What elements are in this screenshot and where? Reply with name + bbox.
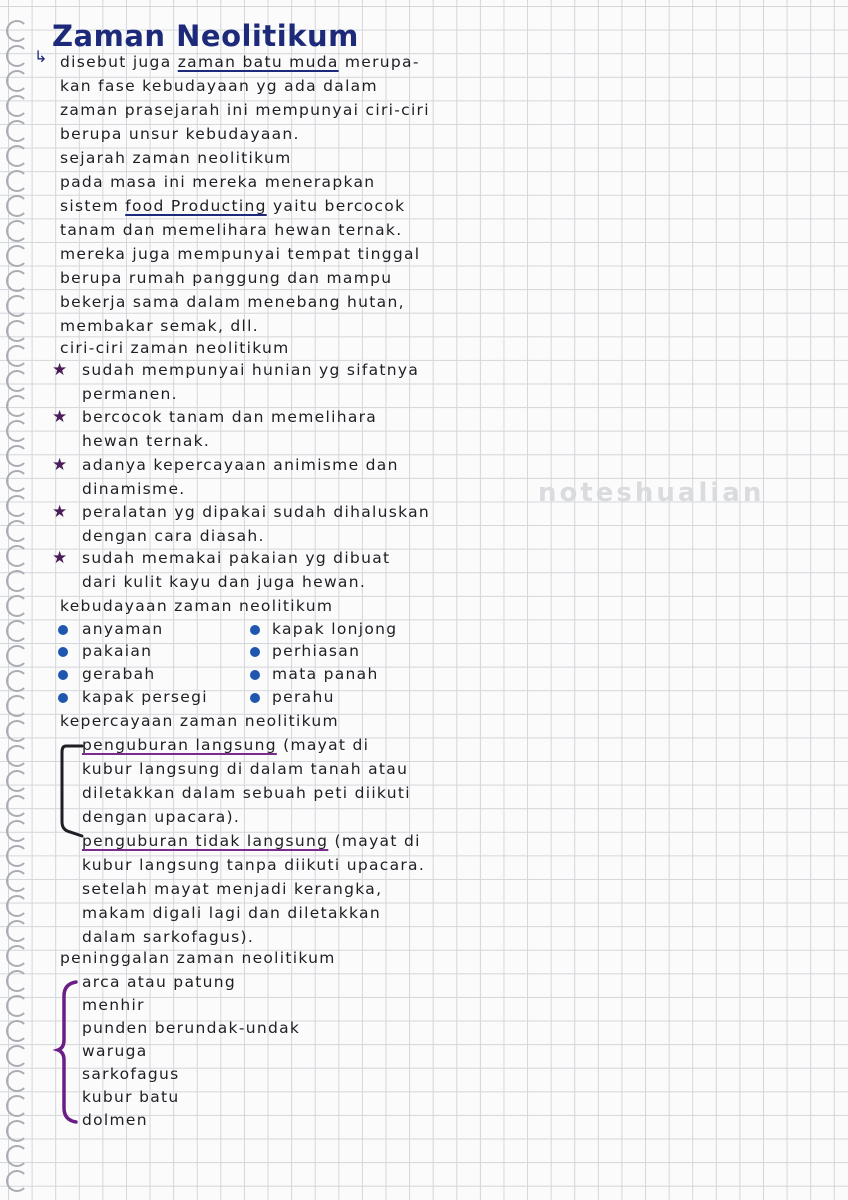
- belief-1-line-4: dengan upacara).: [82, 808, 241, 826]
- history-line-2: sistem food Producting yaitu bercocok: [60, 197, 406, 215]
- belief-bracket: [62, 746, 82, 836]
- page-title: Zaman Neolitikum: [52, 19, 359, 53]
- culture-item: gerabah: [82, 665, 156, 683]
- trait-3-line-1: adanya kepercayaan animisme dan: [82, 456, 399, 474]
- belief-heading: kepercayaan zaman neolitikum: [60, 712, 339, 730]
- culture-item: kapak persegi: [82, 688, 208, 706]
- relic-item: sarkofagus: [82, 1065, 180, 1083]
- belief-1-line-2: kubur langsung di dalam tanah atau: [82, 760, 409, 778]
- culture-item: perhiasan: [272, 642, 361, 660]
- history-line-5: berupa rumah panggung dan mampu: [60, 269, 393, 287]
- belief-1-line-1: penguburan langsung (mayat di: [82, 736, 370, 754]
- star-icon: ★: [52, 407, 68, 427]
- trait-2-line-2: hewan ternak.: [82, 432, 211, 450]
- culture-item: pakaian: [82, 642, 153, 660]
- belief-2-line-4: makam digali lagi dan diletakkan: [82, 904, 381, 922]
- relic-item: menhir: [82, 996, 145, 1014]
- history-heading: sejarah zaman neolitikum: [60, 149, 292, 167]
- history-line-7: membakar semak, dll.: [60, 317, 259, 335]
- underlined-term: food Producting: [125, 197, 267, 215]
- culture-item: perahu: [272, 688, 335, 706]
- star-icon: ★: [52, 360, 68, 380]
- trait-5-line-2: dari kulit kayu dan juga hewan.: [82, 573, 367, 591]
- belief-2-line-3: setelah mayat menjadi kerangka,: [82, 880, 383, 898]
- star-icon: ★: [52, 455, 68, 475]
- star-icon: ★: [52, 548, 68, 568]
- underlined-term: penguburan tidak langsung: [82, 832, 329, 850]
- history-line-1: pada masa ini mereka menerapkan: [60, 173, 376, 191]
- intro-line-2: kan fase kebudayaan yg ada dalam: [60, 77, 378, 95]
- culture-item: anyaman: [82, 620, 164, 638]
- trait-4-line-2: dengan cara diasah.: [82, 527, 265, 545]
- watermark: noteshualian: [538, 478, 765, 508]
- history-line-6: bekerja sama dalam menebang hutan,: [60, 293, 405, 311]
- star-icon: ★: [52, 502, 68, 522]
- relic-item: punden berundak-undak: [82, 1019, 301, 1037]
- belief-2-line-5: dalam sarkofagus).: [82, 928, 255, 946]
- curl-arrow-icon: ↳: [34, 47, 48, 66]
- underlined-term: penguburan langsung: [82, 736, 277, 754]
- relic-item: dolmen: [82, 1111, 148, 1129]
- history-line-4: mereka juga mempunyai tempat tinggal: [60, 245, 421, 263]
- traits-heading: ciri-ciri zaman neolitikum: [60, 339, 290, 357]
- trait-1-line-1: sudah mempunyai hunian yg sifatnya: [82, 361, 420, 379]
- intro-line-4: berupa unsur kebudayaan.: [60, 125, 300, 143]
- relic-item: arca atau patung: [82, 973, 237, 991]
- relic-item: kubur batu: [82, 1088, 180, 1106]
- trait-1-line-2: permanen.: [82, 385, 178, 403]
- trait-3-line-2: dinamisme.: [82, 480, 186, 498]
- history-line-3: tanam dan memelihara hewan ternak.: [60, 221, 403, 239]
- belief-2-line-1: penguburan tidak langsung (mayat di: [82, 832, 421, 850]
- intro-line-1: disebut juga zaman batu muda merupa-: [60, 53, 420, 71]
- culture-heading: kebudayaan zaman neolitikum: [60, 597, 334, 615]
- trait-4-line-1: peralatan yg dipakai sudah dihaluskan: [82, 503, 431, 521]
- relics-brace: [58, 982, 76, 1122]
- belief-2-line-2: kubur langsung tanpa diikuti upacara.: [82, 856, 426, 874]
- belief-1-line-3: diletakkan dalam sebuah peti diikuti: [82, 784, 411, 802]
- relics-heading: peninggalan zaman neolitikum: [60, 949, 336, 967]
- trait-2-line-1: bercocok tanam dan memelihara: [82, 408, 378, 426]
- trait-5-line-1: sudah memakai pakaian yg dibuat: [82, 549, 391, 567]
- underlined-term: zaman batu muda: [177, 53, 339, 71]
- culture-item: mata panah: [272, 665, 379, 683]
- relic-item: waruga: [82, 1042, 148, 1060]
- culture-item: kapak lonjong: [272, 620, 398, 638]
- intro-line-3: zaman prasejarah ini mempunyai ciri-ciri: [60, 101, 430, 119]
